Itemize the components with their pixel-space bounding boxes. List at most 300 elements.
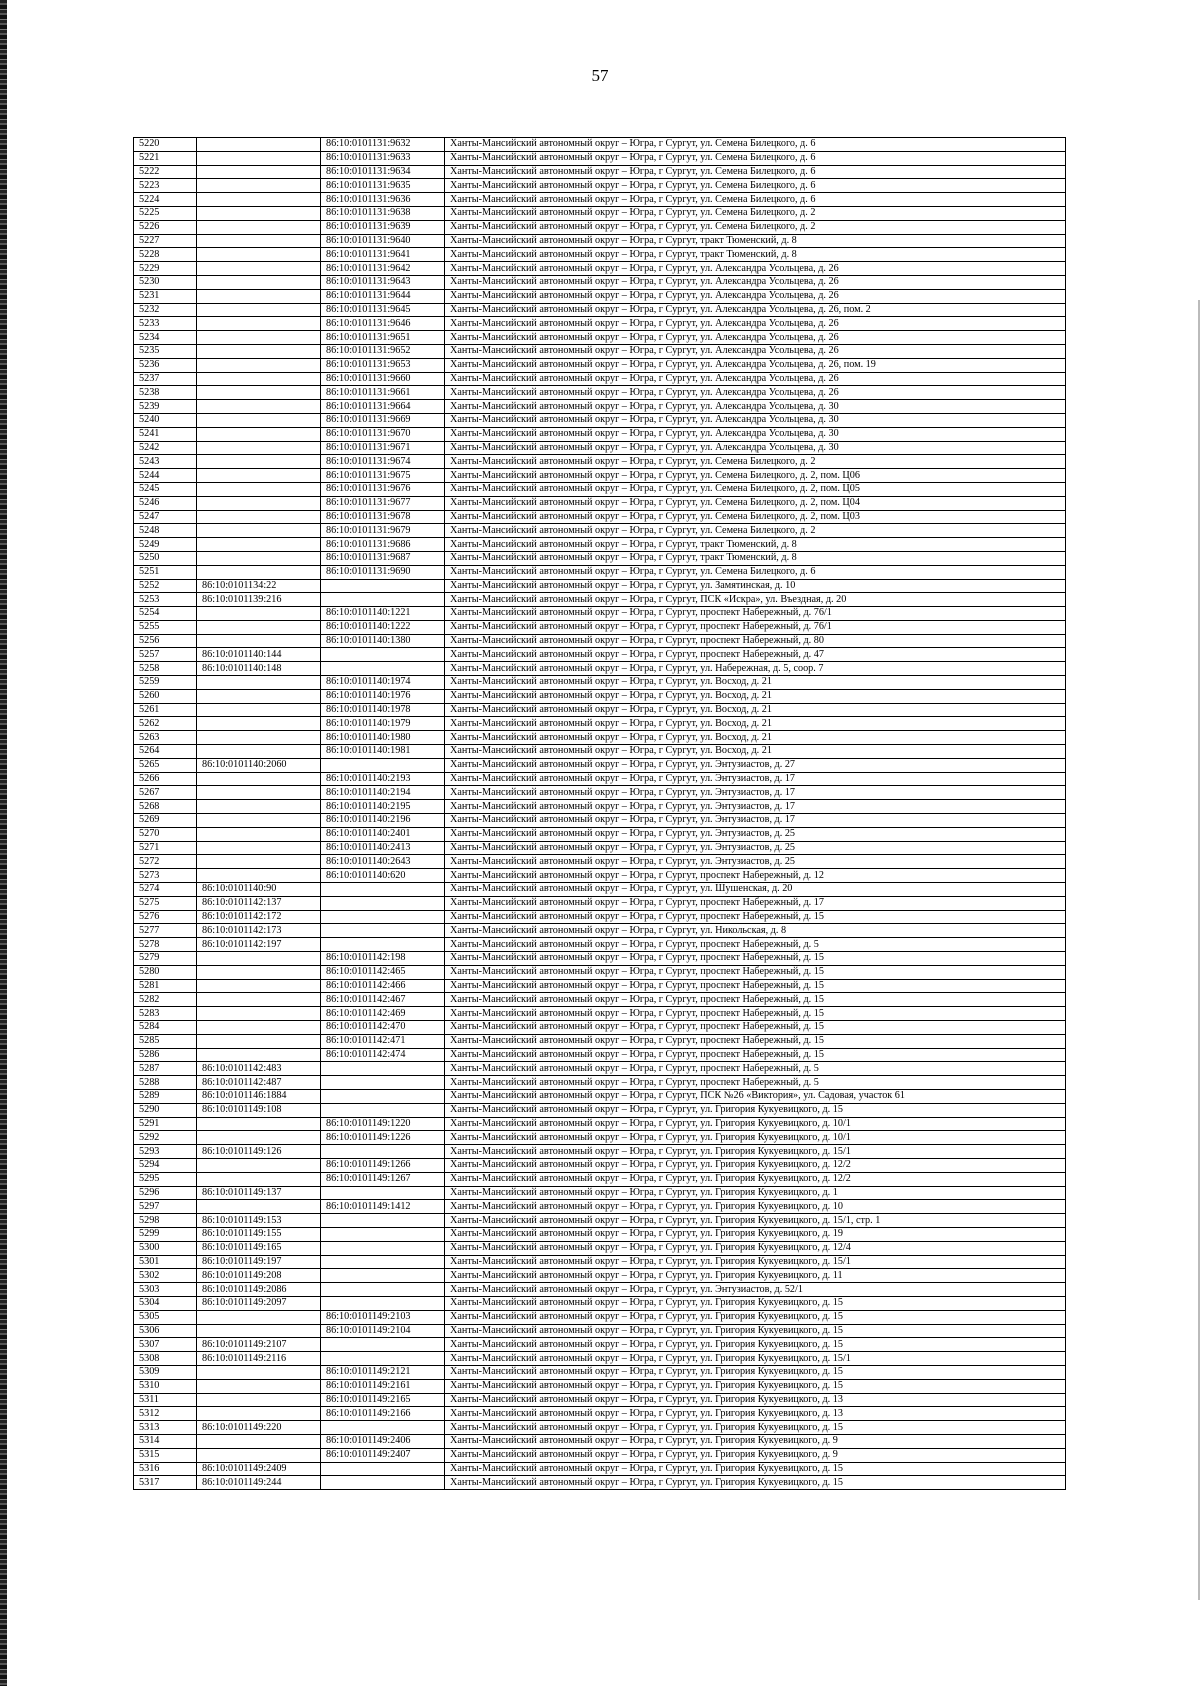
building-cadastral-number-cell: 86:10:0101131:9678 bbox=[321, 510, 445, 524]
building-cadastral-number-cell: 86:10:0101131:9639 bbox=[321, 220, 445, 234]
address-cell: Ханты-Мансийский автономный округ – Югра, г Сургут, ул. Энтузиастов, д. 27 bbox=[445, 758, 1066, 772]
land-cadastral-number-cell bbox=[197, 827, 321, 841]
row-number-cell: 5262 bbox=[134, 717, 197, 731]
land-cadastral-number-cell bbox=[197, 1007, 321, 1021]
building-cadastral-number-cell bbox=[321, 896, 445, 910]
row-number-cell: 5280 bbox=[134, 965, 197, 979]
land-cadastral-number-cell: 86:10:0101140:144 bbox=[197, 648, 321, 662]
row-number-cell: 5316 bbox=[134, 1462, 197, 1476]
row-number-cell: 5246 bbox=[134, 496, 197, 510]
table-row bbox=[134, 841, 1066, 855]
table-row bbox=[134, 1283, 1066, 1297]
land-cadastral-number-cell: 86:10:0101134:22 bbox=[197, 579, 321, 593]
address-cell: Ханты-Мансийский автономный округ – Югра, г Сургут, ул. Энтузиастов, д. 17 bbox=[445, 786, 1066, 800]
address-cell: Ханты-Мансийский автономный округ – Югра, г Сургут, проспект Набережный, д. 15 bbox=[445, 993, 1066, 1007]
building-cadastral-number-cell: 86:10:0101131:9640 bbox=[321, 234, 445, 248]
row-number-cell: 5315 bbox=[134, 1448, 197, 1462]
address-cell: Ханты-Мансийский автономный округ – Югра, г Сургут, ул. Семена Билецкого, д. 2 bbox=[445, 220, 1066, 234]
row-number-cell: 5297 bbox=[134, 1200, 197, 1214]
building-cadastral-number-cell: 86:10:0101131:9643 bbox=[321, 275, 445, 289]
land-cadastral-number-cell bbox=[197, 1365, 321, 1379]
building-cadastral-number-cell: 86:10:0101131:9642 bbox=[321, 262, 445, 276]
address-cell: Ханты-Мансийский автономный округ – Югра, г Сургут, проспект Набережный, д. 15 bbox=[445, 1021, 1066, 1035]
row-number-cell: 5241 bbox=[134, 427, 197, 441]
land-cadastral-number-cell bbox=[197, 344, 321, 358]
row-number-cell: 5224 bbox=[134, 193, 197, 207]
address-cell: Ханты-Мансийский автономный округ – Югра, г Сургут, ул. Восход, д. 21 bbox=[445, 731, 1066, 745]
address-cell: Ханты-Мансийский автономный округ – Югра, г Сургут, ул. Семена Билецкого, д. 2 bbox=[445, 524, 1066, 538]
building-cadastral-number-cell: 86:10:0101131:9646 bbox=[321, 317, 445, 331]
address-cell: Ханты-Мансийский автономный округ – Югра, г Сургут, проспект Набережный, д. 15 bbox=[445, 965, 1066, 979]
address-cell: Ханты-Мансийский автономный округ – Югра, г Сургут, ул. Григория Кукуевицкого, д. 15/1 bbox=[445, 1352, 1066, 1366]
building-cadastral-number-cell: 86:10:0101149:1412 bbox=[321, 1200, 445, 1214]
building-cadastral-number-cell: 86:10:0101140:2196 bbox=[321, 814, 445, 828]
land-cadastral-number-cell: 86:10:0101149:165 bbox=[197, 1241, 321, 1255]
address-cell: Ханты-Мансийский автономный округ – Югра, г Сургут, проспект Набережный, д. 5 bbox=[445, 1076, 1066, 1090]
building-cadastral-number-cell: 86:10:0101149:2121 bbox=[321, 1365, 445, 1379]
page-number: 57 bbox=[591, 66, 609, 85]
address-cell: Ханты-Мансийский автономный округ – Югра, г Сургут, ул. Восход, д. 21 bbox=[445, 676, 1066, 690]
land-cadastral-number-cell bbox=[197, 1158, 321, 1172]
address-cell: Ханты-Мансийский автономный округ – Югра, г Сургут, тракт Тюменский, д. 8 bbox=[445, 551, 1066, 565]
table-row bbox=[134, 551, 1066, 565]
table-row bbox=[134, 1007, 1066, 1021]
land-cadastral-number-cell: 86:10:0101140:2060 bbox=[197, 758, 321, 772]
address-cell: Ханты-Мансийский автономный округ – Югра, г Сургут, ул. Александра Усольцева, д. 26 bbox=[445, 331, 1066, 345]
land-cadastral-number-cell: 86:10:0101149:2097 bbox=[197, 1296, 321, 1310]
land-cadastral-number-cell bbox=[197, 510, 321, 524]
row-number-cell: 5304 bbox=[134, 1296, 197, 1310]
table-row bbox=[134, 386, 1066, 400]
land-cadastral-number-cell bbox=[197, 772, 321, 786]
table-row bbox=[134, 731, 1066, 745]
building-cadastral-number-cell: 86:10:0101131:9690 bbox=[321, 565, 445, 579]
address-cell: Ханты-Мансийский автономный округ – Югра, г Сургут, проспект Набережный, д. 15 bbox=[445, 1007, 1066, 1021]
row-number-cell: 5305 bbox=[134, 1310, 197, 1324]
land-cadastral-number-cell bbox=[197, 731, 321, 745]
row-number-cell: 5240 bbox=[134, 413, 197, 427]
row-number-cell: 5254 bbox=[134, 607, 197, 621]
building-cadastral-number-cell: 86:10:0101149:2406 bbox=[321, 1434, 445, 1448]
land-cadastral-number-cell bbox=[197, 676, 321, 690]
building-cadastral-number-cell: 86:10:0101131:9635 bbox=[321, 179, 445, 193]
table-row bbox=[134, 413, 1066, 427]
table-row bbox=[134, 1365, 1066, 1379]
land-cadastral-number-cell bbox=[197, 413, 321, 427]
row-number-cell: 5294 bbox=[134, 1158, 197, 1172]
land-cadastral-number-cell bbox=[197, 634, 321, 648]
address-cell: Ханты-Мансийский автономный округ – Югра, г Сургут, ул. Григория Кукуевицкого, д. 19 bbox=[445, 1227, 1066, 1241]
row-number-cell: 5288 bbox=[134, 1076, 197, 1090]
building-cadastral-number-cell bbox=[321, 1089, 445, 1103]
building-cadastral-number-cell: 86:10:0101131:9664 bbox=[321, 400, 445, 414]
land-cadastral-number-cell bbox=[197, 1407, 321, 1421]
row-number-cell: 5232 bbox=[134, 303, 197, 317]
land-cadastral-number-cell: 86:10:0101149:2107 bbox=[197, 1338, 321, 1352]
land-cadastral-number-cell bbox=[197, 855, 321, 869]
building-cadastral-number-cell: 86:10:0101142:466 bbox=[321, 979, 445, 993]
address-cell: Ханты-Мансийский автономный округ – Югра, г Сургут, ул. Григория Кукуевицкого, д. 15/1 bbox=[445, 1255, 1066, 1269]
row-number-cell: 5313 bbox=[134, 1421, 197, 1435]
table-row bbox=[134, 786, 1066, 800]
table-row bbox=[134, 510, 1066, 524]
table-row bbox=[134, 855, 1066, 869]
table-row bbox=[134, 883, 1066, 897]
table-row bbox=[134, 1089, 1066, 1103]
table-row bbox=[134, 538, 1066, 552]
address-cell: Ханты-Мансийский автономный округ – Югра, г Сургут, ул. Александра Усольцева, д. 26, пом. 19 bbox=[445, 358, 1066, 372]
address-cell: Ханты-Мансийский автономный округ – Югра, г Сургут, проспект Набережный, д. 15 bbox=[445, 910, 1066, 924]
row-number-cell: 5237 bbox=[134, 372, 197, 386]
building-cadastral-number-cell: 86:10:0101131:9671 bbox=[321, 441, 445, 455]
land-cadastral-number-cell bbox=[197, 441, 321, 455]
table-row bbox=[134, 676, 1066, 690]
land-cadastral-number-cell bbox=[197, 386, 321, 400]
table-row bbox=[134, 262, 1066, 276]
land-cadastral-number-cell: 86:10:0101149:2086 bbox=[197, 1283, 321, 1297]
address-cell: Ханты-Мансийский автономный округ – Югра, г Сургут, тракт Тюменский, д. 8 bbox=[445, 538, 1066, 552]
table-row bbox=[134, 1172, 1066, 1186]
building-cadastral-number-cell: 86:10:0101140:2401 bbox=[321, 827, 445, 841]
address-cell: Ханты-Мансийский автономный округ – Югра, г Сургут, ул. Энтузиастов, д. 25 bbox=[445, 827, 1066, 841]
row-number-cell: 5277 bbox=[134, 924, 197, 938]
land-cadastral-number-cell bbox=[197, 1324, 321, 1338]
row-number-cell: 5230 bbox=[134, 275, 197, 289]
address-cell: Ханты-Мансийский автономный округ – Югра, г Сургут, ул. Семена Билецкого, д. 6 bbox=[445, 138, 1066, 152]
land-cadastral-number-cell: 86:10:0101149:126 bbox=[197, 1145, 321, 1159]
row-number-cell: 5258 bbox=[134, 662, 197, 676]
table-row bbox=[134, 1214, 1066, 1228]
scan-edge-left bbox=[0, 0, 7, 1686]
address-cell: Ханты-Мансийский автономный округ – Югра, г Сургут, проспект Набережный, д. 15 bbox=[445, 952, 1066, 966]
land-cadastral-number-cell bbox=[197, 841, 321, 855]
building-cadastral-number-cell: 86:10:0101149:1267 bbox=[321, 1172, 445, 1186]
building-cadastral-number-cell: 86:10:0101142:471 bbox=[321, 1034, 445, 1048]
address-cell: Ханты-Мансийский автономный округ – Югра, г Сургут, ул. Семена Билецкого, д. 2 bbox=[445, 206, 1066, 220]
table-row bbox=[134, 289, 1066, 303]
address-cell: Ханты-Мансийский автономный округ – Югра, г Сургут, ул. Восход, д. 21 bbox=[445, 717, 1066, 731]
building-cadastral-number-cell: 86:10:0101131:9641 bbox=[321, 248, 445, 262]
building-cadastral-number-cell bbox=[321, 1421, 445, 1435]
building-cadastral-number-cell: 86:10:0101140:1981 bbox=[321, 745, 445, 759]
address-cell: Ханты-Мансийский автономный округ – Югра, г Сургут, ул. Никольская, д. 8 bbox=[445, 924, 1066, 938]
address-cell: Ханты-Мансийский автономный округ – Югра, г Сургут, ул. Замятинская, д. 10 bbox=[445, 579, 1066, 593]
land-cadastral-number-cell bbox=[197, 524, 321, 538]
land-cadastral-number-cell bbox=[197, 1200, 321, 1214]
table-row bbox=[134, 1255, 1066, 1269]
land-cadastral-number-cell: 86:10:0101149:244 bbox=[197, 1476, 321, 1490]
land-cadastral-number-cell bbox=[197, 262, 321, 276]
row-number-cell: 5276 bbox=[134, 910, 197, 924]
address-cell: Ханты-Мансийский автономный округ – Югра, г Сургут, ул. Энтузиастов, д. 25 bbox=[445, 841, 1066, 855]
row-number-cell: 5287 bbox=[134, 1062, 197, 1076]
land-cadastral-number-cell bbox=[197, 275, 321, 289]
row-number-cell: 5229 bbox=[134, 262, 197, 276]
row-number-cell: 5235 bbox=[134, 344, 197, 358]
address-cell: Ханты-Мансийский автономный округ – Югра, г Сургут, тракт Тюменский, д. 8 bbox=[445, 248, 1066, 262]
address-cell: Ханты-Мансийский автономный округ – Югра, г Сургут, ул. Семена Билецкого, д. 6 bbox=[445, 179, 1066, 193]
table-row bbox=[134, 1186, 1066, 1200]
land-cadastral-number-cell bbox=[197, 565, 321, 579]
table-row bbox=[134, 1462, 1066, 1476]
row-number-cell: 5303 bbox=[134, 1283, 197, 1297]
table-row bbox=[134, 496, 1066, 510]
row-number-cell: 5252 bbox=[134, 579, 197, 593]
land-cadastral-number-cell bbox=[197, 620, 321, 634]
land-cadastral-number-cell bbox=[197, 469, 321, 483]
land-cadastral-number-cell bbox=[197, 869, 321, 883]
land-cadastral-number-cell bbox=[197, 689, 321, 703]
row-number-cell: 5248 bbox=[134, 524, 197, 538]
building-cadastral-number-cell bbox=[321, 910, 445, 924]
row-number-cell: 5231 bbox=[134, 289, 197, 303]
table-row bbox=[134, 634, 1066, 648]
row-number-cell: 5295 bbox=[134, 1172, 197, 1186]
row-number-cell: 5307 bbox=[134, 1338, 197, 1352]
building-cadastral-number-cell: 86:10:0101131:9674 bbox=[321, 455, 445, 469]
land-cadastral-number-cell bbox=[197, 1448, 321, 1462]
table-row bbox=[134, 1352, 1066, 1366]
table-row bbox=[134, 579, 1066, 593]
table-row bbox=[134, 1034, 1066, 1048]
land-cadastral-number-cell bbox=[197, 496, 321, 510]
row-number-cell: 5236 bbox=[134, 358, 197, 372]
land-cadastral-number-cell: 86:10:0101142:483 bbox=[197, 1062, 321, 1076]
address-cell: Ханты-Мансийский автономный округ – Югра, г Сургут, проспект Набережный, д. 15 bbox=[445, 1048, 1066, 1062]
address-cell: Ханты-Мансийский автономный округ – Югра, г Сургут, проспект Набережный, д. 5 bbox=[445, 1062, 1066, 1076]
table-row bbox=[134, 427, 1066, 441]
land-cadastral-number-cell bbox=[197, 317, 321, 331]
address-cell: Ханты-Мансийский автономный округ – Югра, г Сургут, ул. Григория Кукуевицкого, д. 15/1 bbox=[445, 1145, 1066, 1159]
table-row bbox=[134, 1131, 1066, 1145]
building-cadastral-number-cell bbox=[321, 648, 445, 662]
table-row bbox=[134, 1158, 1066, 1172]
address-cell: Ханты-Мансийский автономный округ – Югра, г Сургут, ул. Григория Кукуевицкого, д. 12/2 bbox=[445, 1158, 1066, 1172]
building-cadastral-number-cell: 86:10:0101131:9644 bbox=[321, 289, 445, 303]
building-cadastral-number-cell: 86:10:0101142:474 bbox=[321, 1048, 445, 1062]
row-number-cell: 5298 bbox=[134, 1214, 197, 1228]
table-row bbox=[134, 482, 1066, 496]
building-cadastral-number-cell bbox=[321, 1241, 445, 1255]
row-number-cell: 5255 bbox=[134, 620, 197, 634]
building-cadastral-number-cell: 86:10:0101142:465 bbox=[321, 965, 445, 979]
table-row bbox=[134, 800, 1066, 814]
building-cadastral-number-cell bbox=[321, 883, 445, 897]
land-cadastral-number-cell bbox=[197, 372, 321, 386]
building-cadastral-number-cell: 86:10:0101131:9661 bbox=[321, 386, 445, 400]
land-cadastral-number-cell bbox=[197, 993, 321, 1007]
address-cell: Ханты-Мансийский автономный округ – Югра, г Сургут, ул. Семена Билецкого, д. 2, пом. Ц03 bbox=[445, 510, 1066, 524]
address-cell: Ханты-Мансийский автономный округ – Югра, г Сургут, ул. Григория Кукуевицкого, д. 1 bbox=[445, 1186, 1066, 1200]
building-cadastral-number-cell: 86:10:0101149:2103 bbox=[321, 1310, 445, 1324]
table-row bbox=[134, 1062, 1066, 1076]
address-cell: Ханты-Мансийский автономный округ – Югра, г Сургут, ул. Григория Кукуевицкого, д. 9 bbox=[445, 1448, 1066, 1462]
row-number-cell: 5247 bbox=[134, 510, 197, 524]
row-number-cell: 5226 bbox=[134, 220, 197, 234]
address-cell: Ханты-Мансийский автономный округ – Югра, г Сургут, проспект Набережный, д. 12 bbox=[445, 869, 1066, 883]
land-cadastral-number-cell: 86:10:0101142:197 bbox=[197, 938, 321, 952]
address-cell: Ханты-Мансийский автономный округ – Югра, г Сургут, ул. Энтузиастов, д. 25 bbox=[445, 855, 1066, 869]
table-row bbox=[134, 220, 1066, 234]
address-cell: Ханты-Мансийский автономный округ – Югра, г Сургут, ПСК «Искра», ул. Въездная, д. 20 bbox=[445, 593, 1066, 607]
land-cadastral-number-cell bbox=[197, 331, 321, 345]
table-row bbox=[134, 993, 1066, 1007]
row-number-cell: 5250 bbox=[134, 551, 197, 565]
land-cadastral-number-cell: 86:10:0101149:2409 bbox=[197, 1462, 321, 1476]
table-row bbox=[134, 896, 1066, 910]
land-cadastral-number-cell bbox=[197, 165, 321, 179]
building-cadastral-number-cell: 86:10:0101131:9636 bbox=[321, 193, 445, 207]
land-cadastral-number-cell bbox=[197, 455, 321, 469]
land-cadastral-number-cell bbox=[197, 193, 321, 207]
row-number-cell: 5261 bbox=[134, 703, 197, 717]
building-cadastral-number-cell bbox=[321, 1103, 445, 1117]
table-row bbox=[134, 441, 1066, 455]
table-row bbox=[134, 400, 1066, 414]
building-cadastral-number-cell: 86:10:0101149:2166 bbox=[321, 1407, 445, 1421]
row-number-cell: 5269 bbox=[134, 814, 197, 828]
row-number-cell: 5279 bbox=[134, 952, 197, 966]
address-cell: Ханты-Мансийский автономный округ – Югра, г Сургут, ул. Семена Билецкого, д. 2, пом. Ц06 bbox=[445, 469, 1066, 483]
row-number-cell: 5264 bbox=[134, 745, 197, 759]
row-number-cell: 5222 bbox=[134, 165, 197, 179]
building-cadastral-number-cell: 86:10:0101140:1980 bbox=[321, 731, 445, 745]
address-cell: Ханты-Мансийский автономный округ – Югра, г Сургут, ул. Семена Билецкого, д. 2, пом. Ц05 bbox=[445, 482, 1066, 496]
land-cadastral-number-cell: 86:10:0101142:173 bbox=[197, 924, 321, 938]
building-cadastral-number-cell bbox=[321, 1214, 445, 1228]
land-cadastral-number-cell bbox=[197, 745, 321, 759]
row-number-cell: 5251 bbox=[134, 565, 197, 579]
land-cadastral-number-cell bbox=[197, 1379, 321, 1393]
table-row bbox=[134, 772, 1066, 786]
table-row bbox=[134, 469, 1066, 483]
row-number-cell: 5242 bbox=[134, 441, 197, 455]
building-cadastral-number-cell bbox=[321, 1296, 445, 1310]
building-cadastral-number-cell: 86:10:0101131:9670 bbox=[321, 427, 445, 441]
table-row bbox=[134, 620, 1066, 634]
building-cadastral-number-cell: 86:10:0101131:9679 bbox=[321, 524, 445, 538]
land-cadastral-number-cell bbox=[197, 206, 321, 220]
address-cell: Ханты-Мансийский автономный округ – Югра, г Сургут, ул. Александра Усольцева, д. 26 bbox=[445, 289, 1066, 303]
row-number-cell: 5283 bbox=[134, 1007, 197, 1021]
row-number-cell: 5292 bbox=[134, 1131, 197, 1145]
land-cadastral-number-cell bbox=[197, 248, 321, 262]
row-number-cell: 5311 bbox=[134, 1393, 197, 1407]
row-number-cell: 5245 bbox=[134, 482, 197, 496]
row-number-cell: 5296 bbox=[134, 1186, 197, 1200]
land-cadastral-number-cell bbox=[197, 717, 321, 731]
building-cadastral-number-cell bbox=[321, 1076, 445, 1090]
land-cadastral-number-cell bbox=[197, 179, 321, 193]
table-row bbox=[134, 745, 1066, 759]
building-cadastral-number-cell bbox=[321, 1476, 445, 1490]
building-cadastral-number-cell: 86:10:0101149:2407 bbox=[321, 1448, 445, 1462]
register-table-body bbox=[134, 138, 1066, 1490]
building-cadastral-number-cell: 86:10:0101131:9676 bbox=[321, 482, 445, 496]
address-cell: Ханты-Мансийский автономный округ – Югра, г Сургут, ул. Григория Кукуевицкого, д. 13 bbox=[445, 1393, 1066, 1407]
table-row bbox=[134, 717, 1066, 731]
building-cadastral-number-cell bbox=[321, 662, 445, 676]
land-cadastral-number-cell: 86:10:0101146:1884 bbox=[197, 1089, 321, 1103]
table-row bbox=[134, 151, 1066, 165]
row-number-cell: 5221 bbox=[134, 151, 197, 165]
table-row bbox=[134, 1076, 1066, 1090]
land-cadastral-number-cell: 86:10:0101149:137 bbox=[197, 1186, 321, 1200]
land-cadastral-number-cell bbox=[197, 703, 321, 717]
building-cadastral-number-cell bbox=[321, 1186, 445, 1200]
row-number-cell: 5290 bbox=[134, 1103, 197, 1117]
building-cadastral-number-cell: 86:10:0101140:2413 bbox=[321, 841, 445, 855]
address-cell: Ханты-Мансийский автономный округ – Югра, г Сургут, ул. Восход, д. 21 bbox=[445, 703, 1066, 717]
table-row bbox=[134, 1269, 1066, 1283]
table-row bbox=[134, 358, 1066, 372]
row-number-cell: 5225 bbox=[134, 206, 197, 220]
address-cell: Ханты-Мансийский автономный округ – Югра, г Сургут, ПСК №26 «Виктория», ул. Садовая, участок 61 bbox=[445, 1089, 1066, 1103]
address-cell: Ханты-Мансийский автономный округ – Югра, г Сургут, проспект Набережный, д. 47 bbox=[445, 648, 1066, 662]
table-row bbox=[134, 1421, 1066, 1435]
land-cadastral-number-cell bbox=[197, 1021, 321, 1035]
table-row bbox=[134, 179, 1066, 193]
building-cadastral-number-cell: 86:10:0101149:1220 bbox=[321, 1117, 445, 1131]
table-row bbox=[134, 938, 1066, 952]
address-cell: Ханты-Мансийский автономный округ – Югра, г Сургут, ул. Александра Усольцева, д. 26 bbox=[445, 275, 1066, 289]
row-number-cell: 5259 bbox=[134, 676, 197, 690]
table-row bbox=[134, 372, 1066, 386]
building-cadastral-number-cell: 86:10:0101131:9651 bbox=[321, 331, 445, 345]
building-cadastral-number-cell: 86:10:0101131:9633 bbox=[321, 151, 445, 165]
table-row bbox=[134, 1227, 1066, 1241]
land-cadastral-number-cell bbox=[197, 482, 321, 496]
building-cadastral-number-cell: 86:10:0101149:1226 bbox=[321, 1131, 445, 1145]
address-cell: Ханты-Мансийский автономный округ – Югра, г Сургут, ул. Александра Усольцева, д. 26 bbox=[445, 317, 1066, 331]
land-cadastral-number-cell: 86:10:0101149:208 bbox=[197, 1269, 321, 1283]
land-cadastral-number-cell: 86:10:0101142:172 bbox=[197, 910, 321, 924]
building-cadastral-number-cell: 86:10:0101140:1978 bbox=[321, 703, 445, 717]
building-cadastral-number-cell bbox=[321, 1338, 445, 1352]
building-cadastral-number-cell: 86:10:0101131:9638 bbox=[321, 206, 445, 220]
table-row bbox=[134, 1324, 1066, 1338]
land-cadastral-number-cell: 86:10:0101149:220 bbox=[197, 1421, 321, 1435]
address-cell: Ханты-Мансийский автономный округ – Югра, г Сургут, ул. Григория Кукуевицкого, д. 12/4 bbox=[445, 1241, 1066, 1255]
row-number-cell: 5281 bbox=[134, 979, 197, 993]
table-row bbox=[134, 1338, 1066, 1352]
address-cell: Ханты-Мансийский автономный округ – Югра, г Сургут, ул. Григория Кукуевицкого, д. 10 bbox=[445, 1200, 1066, 1214]
land-cadastral-number-cell bbox=[197, 1434, 321, 1448]
address-cell: Ханты-Мансийский автономный округ – Югра, г Сургут, ул. Александра Усольцева, д. 26 bbox=[445, 262, 1066, 276]
address-cell: Ханты-Мансийский автономный округ – Югра, г Сургут, ул. Семена Билецкого, д. 2 bbox=[445, 455, 1066, 469]
land-cadastral-number-cell bbox=[197, 1117, 321, 1131]
table-row bbox=[134, 979, 1066, 993]
table-row bbox=[134, 1021, 1066, 1035]
table-row bbox=[134, 1310, 1066, 1324]
row-number-cell: 5243 bbox=[134, 455, 197, 469]
table-row bbox=[134, 1200, 1066, 1214]
building-cadastral-number-cell: 86:10:0101140:2643 bbox=[321, 855, 445, 869]
land-cadastral-number-cell: 86:10:0101142:487 bbox=[197, 1076, 321, 1090]
address-cell: Ханты-Мансийский автономный округ – Югра, г Сургут, тракт Тюменский, д. 8 bbox=[445, 234, 1066, 248]
address-cell: Ханты-Мансийский автономный округ – Югра, г Сургут, ул. Александра Усольцева, д. 30 bbox=[445, 427, 1066, 441]
address-cell: Ханты-Мансийский автономный округ – Югра, г Сургут, ул. Энтузиастов, д. 17 bbox=[445, 814, 1066, 828]
table-row bbox=[134, 607, 1066, 621]
building-cadastral-number-cell: 86:10:0101140:2195 bbox=[321, 800, 445, 814]
land-cadastral-number-cell bbox=[197, 1048, 321, 1062]
table-row bbox=[134, 234, 1066, 248]
building-cadastral-number-cell bbox=[321, 593, 445, 607]
row-number-cell: 5301 bbox=[134, 1255, 197, 1269]
building-cadastral-number-cell: 86:10:0101131:9645 bbox=[321, 303, 445, 317]
table-row bbox=[134, 814, 1066, 828]
land-cadastral-number-cell: 86:10:0101139:216 bbox=[197, 593, 321, 607]
